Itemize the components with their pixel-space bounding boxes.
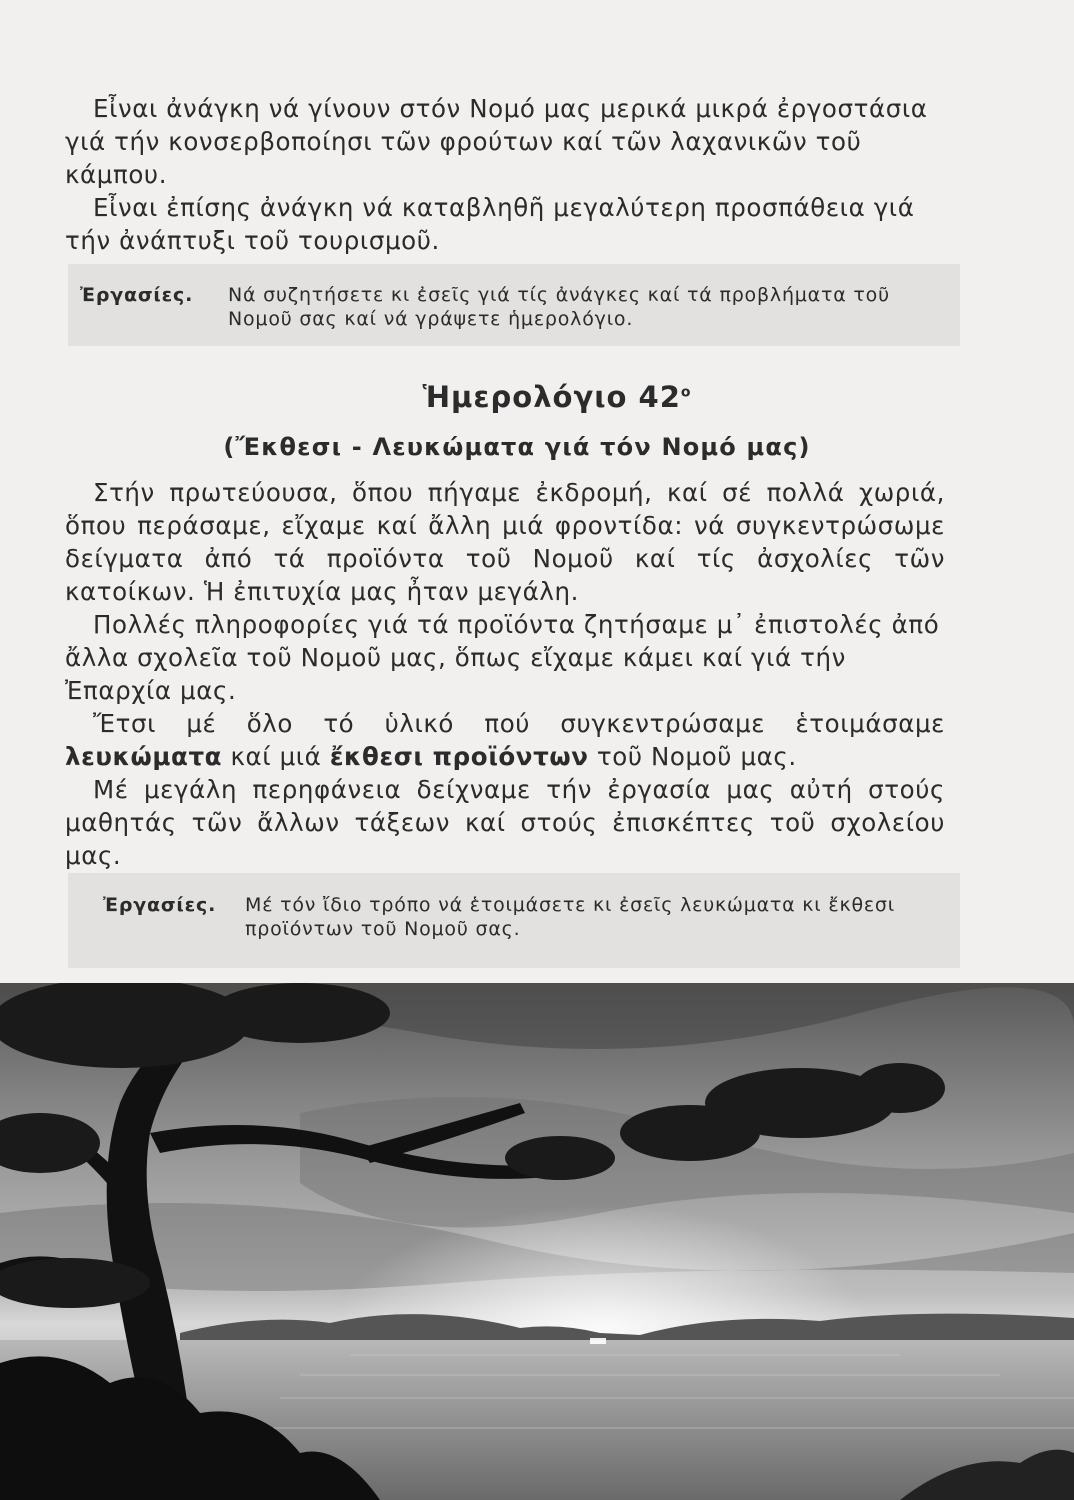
- diary-paragraph-3-mid: καί μιά: [230, 742, 322, 771]
- diary-paragraph-2-text: Πολλές πληροφορίες γιά τά προϊόντα ζητήσαμε μ᾽ ἐπιστολές ἀπό ἄλλα σχολεῖα τοῦ Νομοῦ μας, ὅπως εἴχαμε κάμει καί γιά τήν Ἐπαρχία μας.: [65, 610, 940, 705]
- diary-paragraph-1-text: Στήν πρωτεύουσα, ὅπου πήγαμε ἐκδρομή, καί σέ πολλά χωριά, ὅπου περάσαμε, εἴχαμε καί ἄλλη μιά φροντίδα: νά συγκεντρώσωμε δείγματα ἀπό τά προϊόντα τοῦ Νομοῦ καί τίς ἀσχολίες τῶν κατοίκων. Ἡ ἐπιτυχία μας ἦταν μεγάλη.: [65, 478, 945, 606]
- task-2-text: Μέ τόν ἴδιο τρόπο νά ἑτοιμάσετε κι ἐσεῖς λευκώματα κι ἔκθεσι προϊόντων τοῦ Νομοῦ σας.: [245, 894, 896, 940]
- sunset-photo: [0, 983, 1074, 1500]
- intro-paragraph-2: [65, 191, 945, 257]
- task-1-text: Νά συζητήσετε κι ἐσεῖς γιά τίς ἀνάγκες καί τά προβλήματα τοῦ Νομοῦ σας καί νά γράψετε ἡμερολόγιο.: [228, 284, 890, 330]
- intro-paragraph-1-text: Εἶναι ἀνάγκη νά γίνουν στόν Νομό μας μερικά μικρά ἐργοστάσια γιά τήν κονσερβοποίησι τῶν φρούτων καί τῶν λαχανικῶν τοῦ κάμπου.: [65, 94, 928, 189]
- task-1-label: Ἐργασίες.: [80, 284, 194, 306]
- task-box-2: [68, 873, 960, 968]
- task-2-label: Ἐργασίες.: [103, 894, 217, 916]
- intro-paragraph-1: [65, 92, 945, 191]
- diary-paragraph-3: [65, 707, 945, 773]
- diary-paragraph-4-text: Μέ μεγάλη περηφάνεια δείχναμε τήν ἐργασία μας αὐτή στούς μαθητάς τῶν ἄλλων τάξεων καί στούς ἐπισκέπτες τοῦ σχολείου μας.: [65, 775, 945, 870]
- diary-paragraph-4: [65, 773, 945, 872]
- diary-paragraph-3-end: τοῦ Νομοῦ μας.: [596, 742, 797, 771]
- diary-paragraph-3-bold-exhibition: ἔκθεσι προϊόντων: [329, 742, 589, 771]
- diary-paragraph-1: [65, 476, 945, 608]
- task-box-1: [68, 264, 960, 346]
- diary-paragraph-2: [65, 608, 945, 707]
- diary-subtitle: (Ἔκθεσι - Λευκώματα γιά τόν Νομό μας): [223, 433, 811, 461]
- diary-title: [20, 380, 1074, 414]
- diary-title-sup: ο: [680, 384, 692, 401]
- sunset-pine-illustration: [0, 983, 1074, 1500]
- intro-paragraph-2-text: Εἶναι ἐπίσης ἀνάγκη νά καταβληθῆ μεγαλύτερη προσπάθεια γιά τήν ἀνάπτυξι τοῦ τουρισμοῦ.: [65, 193, 915, 255]
- diary-paragraph-3-start: Ἔτσι μέ ὅλο τό ὑλικό πού συγκεντρώσαμε ἑτοιμάσαμε: [93, 709, 945, 738]
- diary-paragraph-3-bold-albums: λευκώματα: [65, 742, 223, 771]
- diary-title-text: Ἡμερολόγιο 42: [422, 380, 681, 414]
